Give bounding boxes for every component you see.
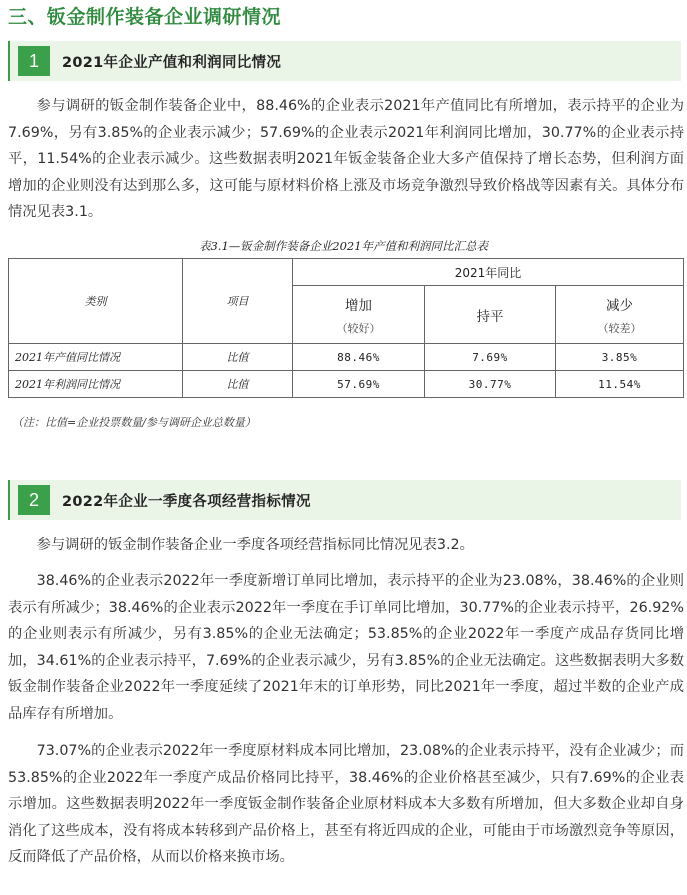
header-decrease-label: 减少 xyxy=(606,297,633,314)
header-flat xyxy=(425,286,556,344)
row-category: 2021年利润同比情况 xyxy=(9,371,183,398)
table-note: （注：比值=企业投票数量/参与调研企业总数量） xyxy=(12,416,256,429)
header-increase-note: （较好） xyxy=(336,321,381,335)
table-caption: 表3.1—钣金制作装备企业2021年产值和利润同比汇总表 xyxy=(198,239,489,253)
header-increase xyxy=(293,286,425,344)
row-item: 比值 xyxy=(183,371,293,398)
paragraph-2021-summary: 参与调研的钣金制作装备企业中，88.46%的企业表示2021年产值同比有所增加，表示持平的企业为7.69%，另有3.85%的企业表示减少；57.69%的企业表示2021年利润同比增加，30.77%的企业表示持平，11.54%的企业表示减少。这些数据表明2021年钣金装备企业大多产值保持了增长态势，但利润方面增加的企业则没有达到那么多，这可能与原材料价格上涨及市场竞争激烈导致价格战等因素有关。具体分布情况见表3.1。 xyxy=(8,98,684,221)
section-title: 三、钣金制作装备企业调研情况 xyxy=(8,6,282,28)
subsection-number-badge: 2 xyxy=(18,485,50,515)
row-category: 2021年产值同比情况 xyxy=(9,344,183,371)
subsection-number-badge: 1 xyxy=(18,46,50,76)
header-increase-label: 增加 xyxy=(345,297,372,314)
header-decrease-note: （较差） xyxy=(597,321,642,335)
header-flat-label: 持平 xyxy=(476,308,504,325)
header-group-2021: 2021年同比 xyxy=(293,259,684,286)
paragraph-orders-inventory: 38.46%的企业表示2022年一季度新增订单同比增加，表示持平的企业为23.08%，38.46%的企业则表示有所减少；38.46%的企业表示2022年一季度在手订单同比增加，30.77%的企业表示持平，26.92%的企业则表示有所减少，另有3.85%的企业无法确定；53.85%的企业2022年一季度产成品存货同比增加，34.61%的企业表示持平，7.69%的企业表示减少，另有3.85%的企业无法确定。这些数据表明大多数钣金制作装备企业2022年一季度延续了2021年末的订单形势，同比2021年一季度，超过半数的企业产成品库存有所增加。 xyxy=(8,573,684,722)
table-row xyxy=(9,344,684,371)
paragraph-intro-q1: 参与调研的钣金制作装备企业一季度各项经营指标同比情况见表3.2。 xyxy=(36,537,474,553)
cell-flat: 7.69% xyxy=(425,344,556,371)
cell-flat: 30.77% xyxy=(425,371,556,398)
subsection-header-1 xyxy=(8,41,681,81)
paragraph-costs-prices: 73.07%的企业表示2022年一季度原材料成本同比增加，23.08%的企业表示持平，没有企业减少；而53.85%的企业2022年一季度产成品价格同比持平，38.46%的企业价格甚至减少，只有7.69%的企业表示增加。这些数据表明2022年一季度钣金制作装备企业原材料成本大多数有所增加，但大多数企业却自身消化了这些成本，没有将成本转移到产品价格上，甚至有将近四成的企业，可能由于市场激烈竞争等原因，反而降低了产品价格，从而以价格来换市场。 xyxy=(8,743,684,866)
cell-increase: 57.69% xyxy=(293,371,425,398)
header-decrease xyxy=(556,286,684,344)
table-row xyxy=(9,371,684,398)
data-table xyxy=(8,258,684,398)
header-category: 类别 xyxy=(9,259,183,344)
row-item: 比值 xyxy=(183,344,293,371)
cell-increase: 88.46% xyxy=(293,344,425,371)
subsection-title: 2021年企业产值和利润同比情况 xyxy=(62,55,282,71)
cell-decrease: 11.54% xyxy=(556,371,684,398)
header-item: 项目 xyxy=(183,259,293,344)
cell-decrease: 3.85% xyxy=(556,344,684,371)
subsection-title: 2022年企业一季度各项经营指标情况 xyxy=(62,494,311,510)
subsection-header-2 xyxy=(8,480,681,520)
